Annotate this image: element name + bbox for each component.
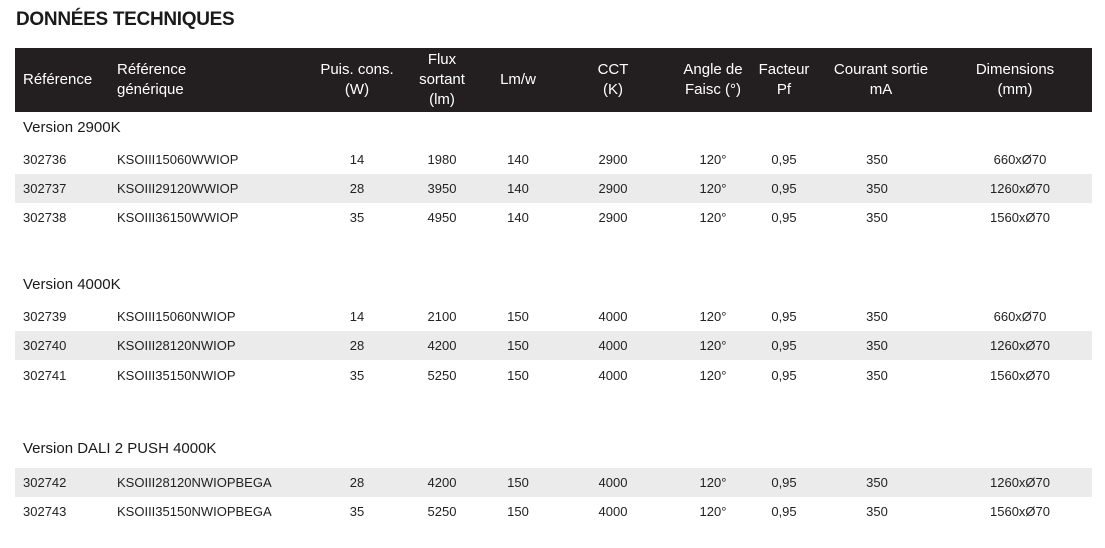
cell-generic-reference: KSOIII28120NWIOPBEGA (117, 475, 272, 490)
cell-reference: 302740 (23, 338, 67, 353)
cell-cct: 4000 (598, 309, 628, 324)
cell-power: 28 (349, 338, 365, 353)
cell-flux: 1980 (427, 152, 457, 167)
table-row (15, 145, 1092, 174)
cell-lm-per-watt: 140 (507, 181, 529, 196)
cell-generic-reference: KSOIII15060WWIOP (117, 152, 239, 167)
cell-dimensions: 1560xØ70 (990, 368, 1050, 383)
cell-generic-reference: KSOIII15060NWIOP (117, 309, 236, 324)
cell-power-factor: 0,95 (771, 475, 797, 490)
cell-flux: 5250 (427, 368, 457, 383)
section-title: Version 2900K (23, 119, 121, 136)
header-output-current: Courant sortie mA (833, 61, 929, 98)
cell-beam-angle: 120° (699, 338, 727, 353)
cell-output-current: 350 (866, 475, 888, 490)
table-row (15, 203, 1092, 232)
table-row (15, 361, 1092, 390)
cell-cct: 4000 (598, 475, 628, 490)
header-dimensions: Dimensions (mm) (975, 61, 1055, 98)
cell-power: 35 (349, 504, 365, 519)
cell-reference: 302743 (23, 504, 67, 519)
cell-dimensions: 1260xØ70 (990, 475, 1050, 490)
table-row (15, 174, 1092, 203)
cell-flux: 4200 (427, 475, 457, 490)
header-cct: CCT (K) (597, 61, 629, 98)
cell-output-current: 350 (866, 181, 888, 196)
cell-output-current: 350 (866, 338, 888, 353)
cell-power-factor: 0,95 (771, 504, 797, 519)
cell-lm-per-watt: 150 (507, 368, 529, 383)
cell-lm-per-watt: 150 (507, 504, 529, 519)
cell-output-current: 350 (866, 309, 888, 324)
cell-flux: 3950 (427, 181, 457, 196)
cell-lm-per-watt: 140 (507, 152, 529, 167)
cell-reference: 302738 (23, 210, 67, 225)
cell-beam-angle: 120° (699, 368, 727, 383)
cell-power: 28 (349, 181, 365, 196)
header-reference: Référence (23, 71, 93, 88)
table-header (15, 48, 1092, 112)
cell-output-current: 350 (866, 368, 888, 383)
header-generic-reference: Référence générique (117, 61, 187, 98)
cell-power-factor: 0,95 (771, 338, 797, 353)
cell-lm-per-watt: 150 (507, 309, 529, 324)
page-title: DONNÉES TECHNIQUES (16, 9, 235, 30)
cell-dimensions: 1260xØ70 (990, 181, 1050, 196)
cell-generic-reference: KSOIII28120NWIOP (117, 338, 236, 353)
section-title: Version 4000K (23, 276, 121, 293)
cell-beam-angle: 120° (699, 475, 727, 490)
cell-flux: 4950 (427, 210, 457, 225)
cell-reference: 302736 (23, 152, 67, 167)
cell-dimensions: 1560xØ70 (990, 504, 1050, 519)
cell-dimensions: 1560xØ70 (990, 210, 1050, 225)
cell-reference: 302739 (23, 309, 67, 324)
cell-generic-reference: KSOIII35150NWIOP (117, 368, 236, 383)
cell-power: 14 (349, 152, 365, 167)
cell-power: 35 (349, 210, 365, 225)
cell-power-factor: 0,95 (771, 152, 797, 167)
cell-power-factor: 0,95 (771, 309, 797, 324)
table-row (15, 497, 1092, 526)
cell-power-factor: 0,95 (771, 181, 797, 196)
header-beam-angle: Angle de Faisc (°) (683, 61, 743, 98)
table-row (15, 468, 1092, 497)
cell-cct: 2900 (598, 210, 628, 225)
header-lm-per-watt: Lm/w (500, 71, 536, 88)
cell-flux: 2100 (427, 309, 457, 324)
cell-generic-reference: KSOIII36150WWIOP (117, 210, 239, 225)
cell-generic-reference: KSOIII35150NWIOPBEGA (117, 504, 272, 519)
cell-dimensions: 660xØ70 (993, 152, 1047, 167)
section-title: Version DALI 2 PUSH 4000K (23, 440, 217, 457)
cell-flux: 5250 (427, 504, 457, 519)
cell-cct: 4000 (598, 338, 628, 353)
header-flux: Flux sortant (lm) (419, 51, 465, 108)
cell-beam-angle: 120° (699, 309, 727, 324)
cell-cct: 2900 (598, 181, 628, 196)
cell-lm-per-watt: 140 (507, 210, 529, 225)
cell-reference: 302742 (23, 475, 67, 490)
cell-lm-per-watt: 150 (507, 338, 529, 353)
cell-cct: 4000 (598, 504, 628, 519)
table-row (15, 331, 1092, 360)
cell-cct: 2900 (598, 152, 628, 167)
cell-power-factor: 0,95 (771, 368, 797, 383)
cell-power: 35 (349, 368, 365, 383)
cell-output-current: 350 (866, 210, 888, 225)
cell-output-current: 350 (866, 504, 888, 519)
cell-dimensions: 1260xØ70 (990, 338, 1050, 353)
cell-beam-angle: 120° (699, 210, 727, 225)
cell-power: 14 (349, 309, 365, 324)
cell-lm-per-watt: 150 (507, 475, 529, 490)
cell-cct: 4000 (598, 368, 628, 383)
cell-power-factor: 0,95 (771, 210, 797, 225)
cell-beam-angle: 120° (699, 181, 727, 196)
cell-flux: 4200 (427, 338, 457, 353)
cell-power: 28 (349, 475, 365, 490)
cell-reference: 302737 (23, 181, 67, 196)
table-row (15, 302, 1092, 331)
cell-beam-angle: 120° (699, 152, 727, 167)
cell-output-current: 350 (866, 152, 888, 167)
cell-dimensions: 660xØ70 (993, 309, 1047, 324)
header-power-factor: Facteur Pf (758, 61, 810, 98)
cell-generic-reference: KSOIII29120WWIOP (117, 181, 239, 196)
cell-reference: 302741 (23, 368, 67, 383)
cell-beam-angle: 120° (699, 504, 727, 519)
header-power: Puis. cons. (W) (320, 61, 394, 98)
